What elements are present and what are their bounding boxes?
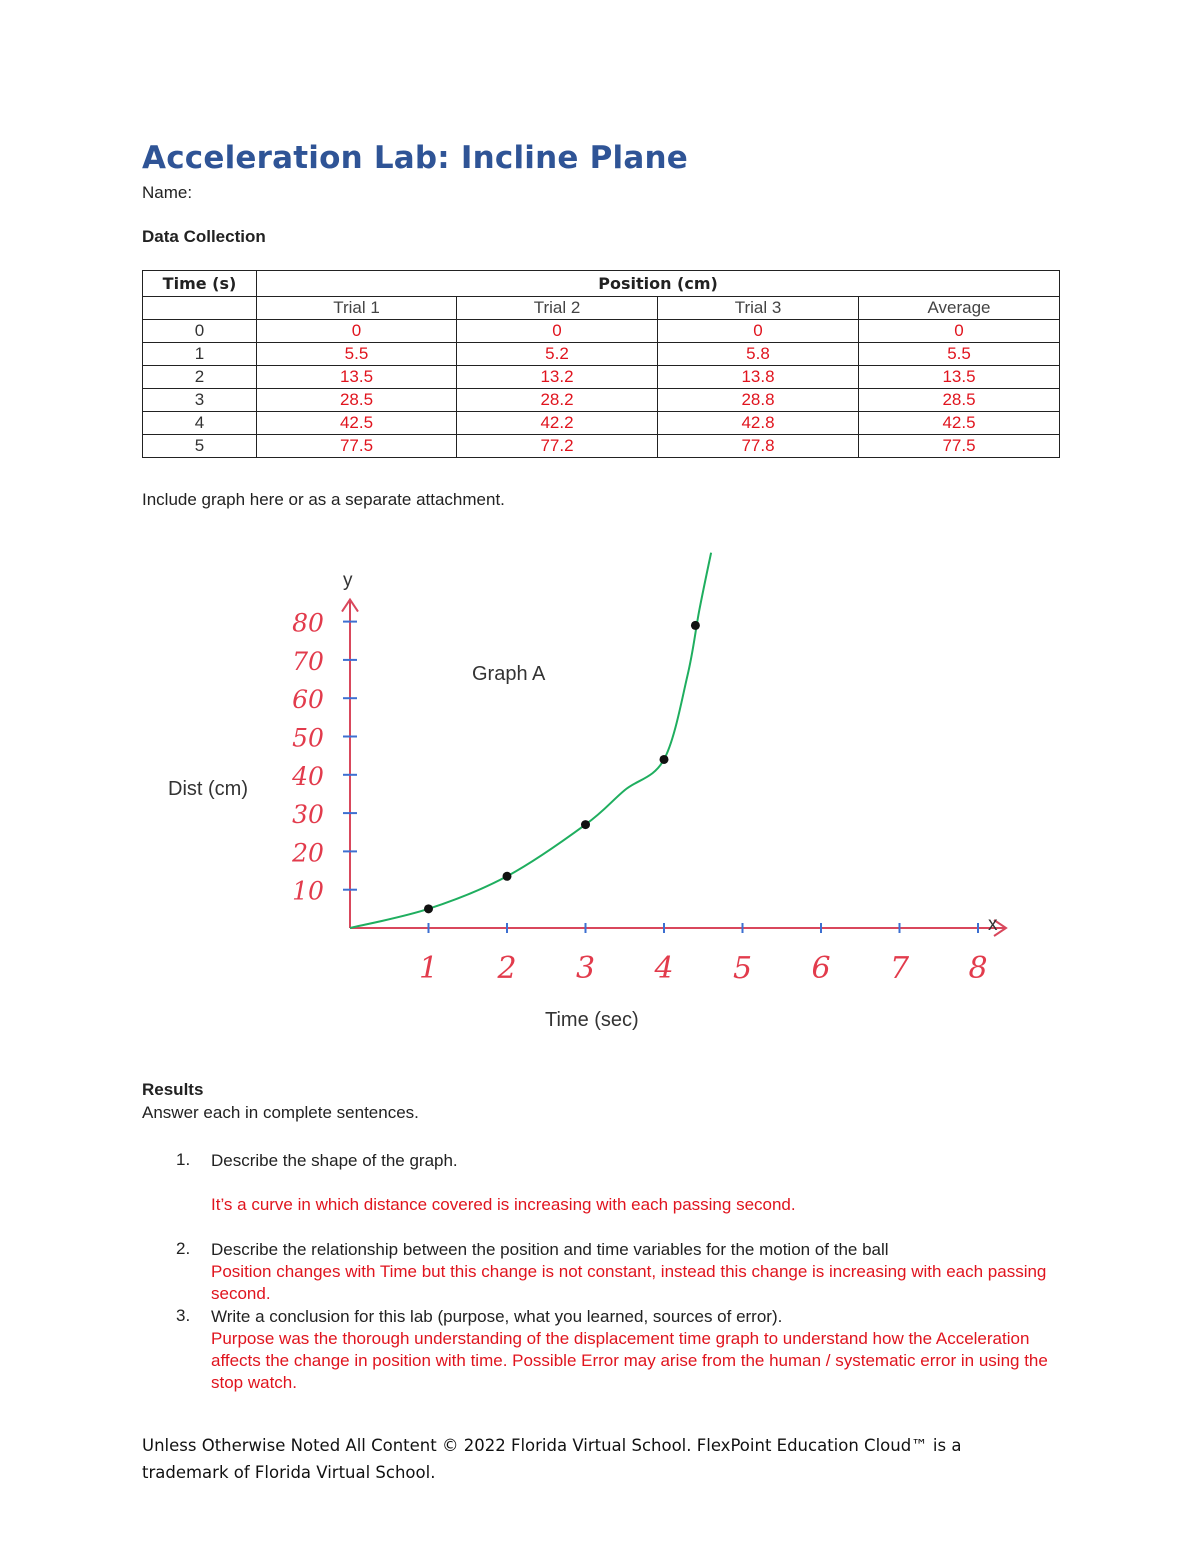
value-cell: 5.5	[859, 343, 1060, 366]
x-tick-label: 1	[418, 951, 439, 986]
page-title: Acceleration Lab: Incline Plane	[142, 140, 688, 176]
question-number: 3.	[176, 1306, 191, 1325]
section-heading-data-collection: Data Collection	[142, 227, 266, 246]
time-cell: 5	[143, 435, 257, 458]
y-tick-label: 40	[292, 761, 324, 791]
time-cell: 0	[143, 320, 257, 343]
footer-copyright: Unless Otherwise Noted All Content © 2022 Florida Virtual School. FlexPoint Education Cloud™ is a trademark of Florida Virtual School.	[142, 1436, 962, 1482]
value-cell: 0	[257, 320, 457, 343]
x-axis-letter: x	[988, 914, 998, 935]
graph-a	[140, 540, 1020, 1070]
value-cell: 13.5	[859, 366, 1060, 389]
y-tick-label: 70	[292, 646, 324, 676]
y-tick-label: 60	[292, 685, 324, 715]
time-cell: 2	[143, 366, 257, 389]
data-curve	[350, 553, 711, 928]
x-tick-label: 8	[968, 951, 988, 986]
question-number: 2.	[176, 1239, 191, 1258]
y-tick-label: 20	[292, 838, 324, 868]
value-cell: 77.2	[457, 435, 658, 458]
include-graph-note: Include graph here or as a separate attachment.	[142, 490, 505, 509]
x-tick-label: 4	[654, 951, 674, 986]
position-header: Position (cm)	[257, 271, 1060, 297]
value-cell: 42.8	[658, 412, 859, 435]
table-row	[143, 343, 1060, 366]
x-tick-label: 6	[811, 951, 831, 986]
value-cell: 77.8	[658, 435, 859, 458]
value-cell: 77.5	[859, 435, 1060, 458]
col-header: Trial 3	[658, 297, 859, 320]
value-cell: 28.2	[457, 389, 658, 412]
blank-cell	[143, 297, 257, 320]
x-tick-label: 7	[889, 951, 910, 986]
y-tick-label: 80	[292, 608, 324, 638]
question-1: Describe the shape of the graph.	[211, 1151, 458, 1170]
time-cell: 1	[143, 343, 257, 366]
x-tick-label: 2	[497, 951, 517, 986]
table-row	[143, 435, 1060, 458]
data-point	[581, 820, 590, 829]
y-tick-label: 50	[292, 723, 324, 753]
table-row	[143, 412, 1060, 435]
answer-1: It’s a curve in which distance covered is increasing with each passing second.	[211, 1195, 796, 1214]
answer-3: Purpose was the thorough understanding of the displacement time graph to understand how the Acceleration affects the change in position with time. Possible Error may arise from the human / systematic error in using the stop watch.	[211, 1329, 1048, 1392]
value-cell: 13.5	[257, 366, 457, 389]
value-cell: 0	[457, 320, 658, 343]
data-point	[503, 872, 512, 881]
question-3: Write a conclusion for this lab (purpose, what you learned, sources of error).	[211, 1307, 783, 1326]
data-point	[691, 621, 700, 630]
col-header: Trial 2	[457, 297, 658, 320]
data-point	[660, 755, 669, 764]
data-table	[142, 270, 1060, 458]
x-axis-label: Time (sec)	[545, 1009, 639, 1031]
time-header: Time (s)	[143, 271, 257, 297]
x-tick-label: 5	[732, 951, 753, 986]
answer-2: Position changes with Time but this change is not constant, instead this change is increasing with each passing second.	[211, 1262, 1047, 1303]
question-2: Describe the relationship between the position and time variables for the motion of the ball	[211, 1240, 889, 1259]
y-tick-label: 10	[292, 876, 324, 906]
time-cell: 3	[143, 389, 257, 412]
y-axis-label: Dist (cm)	[168, 778, 248, 800]
results-instruction: Answer each in complete sentences.	[142, 1103, 419, 1122]
value-cell: 28.5	[859, 389, 1060, 412]
value-cell: 5.2	[457, 343, 658, 366]
value-cell: 28.5	[257, 389, 457, 412]
y-tick-label: 30	[292, 800, 324, 830]
table-row	[143, 366, 1060, 389]
question-number: 1.	[176, 1150, 191, 1169]
value-cell: 5.8	[658, 343, 859, 366]
value-cell: 5.5	[257, 343, 457, 366]
value-cell: 42.2	[457, 412, 658, 435]
value-cell: 13.8	[658, 366, 859, 389]
data-point	[424, 904, 433, 913]
results-heading: Results	[142, 1080, 204, 1099]
value-cell: 0	[658, 320, 859, 343]
col-header: Average	[859, 297, 1060, 320]
graph-title: Graph A	[472, 663, 546, 685]
value-cell: 42.5	[257, 412, 457, 435]
name-label: Name:	[142, 183, 193, 202]
x-tick-label: 3	[575, 951, 596, 986]
value-cell: 42.5	[859, 412, 1060, 435]
value-cell: 77.5	[257, 435, 457, 458]
table-row	[143, 320, 1060, 343]
value-cell: 0	[859, 320, 1060, 343]
col-header: Trial 1	[257, 297, 457, 320]
time-cell: 4	[143, 412, 257, 435]
value-cell: 13.2	[457, 366, 658, 389]
y-axis-letter: y	[343, 570, 353, 591]
table-row	[143, 389, 1060, 412]
value-cell: 28.8	[658, 389, 859, 412]
